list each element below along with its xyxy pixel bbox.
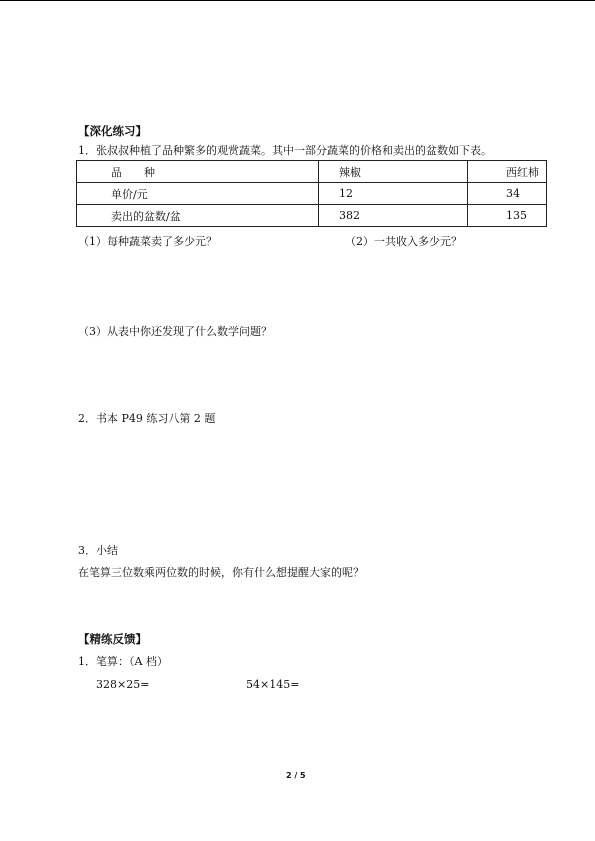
- table-row: [77, 161, 547, 183]
- sub-question-1: （1）每种蔬菜卖了多少元？: [78, 235, 217, 248]
- sub-question-3: （3）从表中你还发现了什么数学问题？: [78, 325, 272, 338]
- section-title-feedback: 【精练反馈】: [78, 632, 147, 646]
- table-cell: 135: [468, 205, 547, 227]
- table-row: [77, 205, 547, 227]
- expression-1: 328×25=: [96, 678, 150, 691]
- table-cell: 辣椒: [319, 161, 468, 183]
- expression-2: 54×145=: [246, 678, 300, 691]
- table-cell: 西红柿: [468, 161, 547, 183]
- question-3-title: 3．小结: [78, 544, 118, 557]
- question-1-text: 1．张叔叔种植了品种繁多的观赏蔬菜。其中一部分蔬菜的价格和卖出的盆数如下表。: [78, 144, 492, 157]
- table-cell: 卖出的盆数/盆: [77, 205, 319, 227]
- table-cell: 382: [319, 205, 468, 227]
- table-cell: 单价/元: [77, 183, 319, 205]
- top-border-line: [0, 0, 595, 1]
- section-title-deepen: 【深化练习】: [78, 124, 147, 138]
- question-2-text: 2．书本 P49 练习八第 2 题: [78, 412, 216, 425]
- table-cell: 12: [319, 183, 468, 205]
- sub-question-2: （2）一共收入多少元？: [345, 235, 462, 248]
- table-cell: 品 种: [77, 161, 319, 183]
- page-number: 2 / 5: [286, 771, 306, 780]
- table-row: [77, 183, 547, 205]
- question-3-text: 在笔算三位数乘两位数的时候，你有什么想提醒大家的呢？: [78, 566, 364, 579]
- vegetable-table: [76, 160, 547, 227]
- feedback-question-1: 1．笔算：（A 档）: [78, 655, 168, 668]
- table-cell: 34: [468, 183, 547, 205]
